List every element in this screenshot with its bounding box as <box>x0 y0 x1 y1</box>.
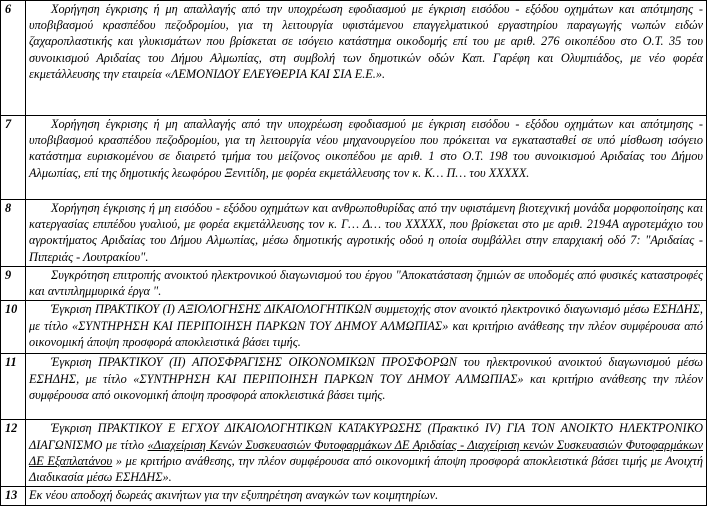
item-number: 7 <box>1 116 26 200</box>
item-text-paragraph: Συγκρότηση επιτροπής ανοικτού ηλεκτρονικού διαγωνισμού του έργου "Αποκατάσταση ζημιών σε υποδομές από φυσικές καταστροφές και αντιπλημμυρικά έργα ". <box>29 268 703 299</box>
item-text <box>26 487 707 505</box>
agenda-row-9 <box>1 267 707 301</box>
item-number: 10 <box>1 301 26 354</box>
item-text-paragraph: Εκ νέου αποδοχή δωρεάς ακινήτων για την εξυπηρέτηση αναγκών των κοιμητηρίων. <box>29 488 439 503</box>
agenda-row-11 <box>1 354 707 420</box>
item-number: 6 <box>1 1 26 116</box>
item-number: 13 <box>1 487 26 505</box>
item-text <box>26 301 707 354</box>
item-text-paragraph: Χορήγηση έγκρισης ή μη εισόδου - εξόδου οχημάτων και ανθρωποθυρίδας από την υφιστάμενη βιοτεχνική μονάδα μορφοποίησης και κατεργασίας επιπέδου γυαλιού, με φορέα εκμετάλλευσης τον κ. Γ… Δ… του ΧΧΧΧΧ, που βρίσκεται στο με αριθ. 2194Α αγροτεμάχιο του αγροκτήματος Αριδαίας του Δήμου Αλμωπίας, μέσω δημοτικής αγροτικής οδού η οποία συμβάλλει στην επαρχιακή οδό 7: "Αριδαίας - Πιπεριάς - Λουτρακίου". <box>29 201 703 264</box>
item-number: 8 <box>1 200 26 267</box>
tender-title-underlined: «Διαχείριση Κενών Συσκευασιών Φυτοφαρμάκων ΔΕ Αριδαίας - Διαχείριση κενών Συσκευασιών Φυτοφαρμάκων ΔΕ Εξαπλατάνου <box>29 437 704 468</box>
item-text <box>26 267 707 301</box>
item-text <box>26 200 707 267</box>
item-text-paragraph: Έγκριση ΠΡΑΚΤΙΚΟΥ (ΙΙ) ΑΠΟΣΦΡΑΓΙΣΗΣ ΟΙΚΟΝΟΜΙΚΩΝ ΠΡΟΣΦΟΡΩΝ του ηλεκτρονικού ανοικτού διαγωνισμού μέσω ΕΣΗΔΗΣ, με τίτλο «ΣΥΝΤΗΡΗΣΗ ΚΑΙ ΠΕΡΙΠΟΙΗΣΗ ΠΑΡΚΩΝ ΤΟΥ ΔΗΜΟΥ ΑΛΜΩΠΙΑΣ» και κριτήριο ανάθεσης την πλέον συμφέρουσα από οικονομική άποψη προσφορά αποκλειστικά βάσει τιμής. <box>29 355 703 402</box>
item-text-paragraph: Χορήγηση έγκρισης ή μη απαλλαγής από την υποχρέωση εφοδιασμού με έγκριση εισόδου - εξόδου οχημάτων και απότμησης - υποβιβασμού κρασπέδου πεζοδρομίου, για τη λειτουργία νέου μηχανουργείου που πρόκειται να εγκατασταθεί σε υπό μίσθωση ισόγειο κατάστημα ευρισκομένου σε διαιρετό τμήμα του μείζονος οικοπέδου με αριθ. 1 στο Ο.Τ. 198 του συνοικισμού Αριδαίας του Δήμου Αλμωπίας, επί της δημοτικής λεωφόρου Ξενιτίδη, με φορέα εκμετάλλευσης τον κ. Κ… Π… του ΧΧΧΧΧ. <box>29 117 703 180</box>
agenda-row-6 <box>1 1 707 116</box>
agenda-row-8 <box>1 200 707 267</box>
agenda-row-10 <box>1 301 707 354</box>
item-text <box>26 420 707 487</box>
item-text-paragraph <box>29 420 703 485</box>
item-number: 11 <box>1 354 26 420</box>
item-text-paragraph: Έγκριση ΠΡΑΚΤΙΚΟΥ (Ι) ΑΞΙΟΛΟΓΗΣΗΣ ΔΙΚΑΙΟΛΟΓΗΤΙΚΩΝ συμμετοχής στον ανοικτό ηλεκτρονικό διαγωνισμό μέσω ΕΣΗΔΗΣ, με τίτλο «ΣΥΝΤΗΡΗΣΗ ΚΑΙ ΠΕΡΙΠΟΙΗΣΗ ΠΑΡΚΩΝ ΤΟΥ ΔΗΜΟΥ ΑΛΜΩΠΙΑΣ» και κριτήριο ανάθεσης την πλέον συμφέρουσα από οικονομική άποψη προσφορά αποκλειστικά βάσει τιμής. <box>29 302 703 349</box>
item-text <box>26 1 707 116</box>
item-text-paragraph: Χορήγηση έγκρισης ή μη απαλλαγής από την υποχρέωση εφοδιασμού με έγκριση εισόδου - εξόδου οχημάτων και απότμησης - υποβιβασμού κρασπέδου πεζοδρομίου, για τη λειτουργία υφιστάμενου επαγγελματικού εργαστηρίου παραγωγής νωπών ειδών ζαχαροπλαστικής και γλυκισμάτων που βρίσκεται σε ισόγειο κατάστημα οικοδομής επί του με αριθ. 276 οικοπέδου στο Ο.Τ. 35 του συνοικισμού Αριδαίας του Δήμου Αλμωπίας, στη συμβολή των δημοτικών οδών Καπ. Γαρέφη και Ολυμπιάδος, με νέο φορέα εκμετάλλευσης την εταιρεία «ΛΕΜΟΝΙΔΟΥ ΕΛΕΥΘΕΡΙΑ ΚΑΙ ΣΙΑ Ε.Ε.». <box>29 2 703 81</box>
item-text-end: » με κριτήριο ανάθεσης, την πλέον συμφέρουσα από οικονομική άποψη προσφορά αποκλειστικά βάσει τιμής με Ανοιχτή Διαδικασία μέσω ΕΣΗΔΗΣ». <box>29 453 703 485</box>
item-text-start: Έγκριση ΠΡΑΚΤΙΚΟΥ Ε ΕΓΧΟΥ ΔΙΚΑΙΟΛΟΓΗΤΙΚΩΝ ΚΑΤΑΚΥΡΩΣΗΣ (Πρακτικό IV) ΓΙΑ ΤΟΝ ΑΝΟΙΚΤΟ ΗΛΕΚΤΡΟΝΙΚΟ ΔΙΑΓΩΝΙΣΜΟ με τίτλο <box>29 421 703 452</box>
item-number: 9 <box>1 267 26 301</box>
agenda-row-13 <box>1 487 707 505</box>
agenda-row-12 <box>1 420 707 487</box>
item-text <box>26 116 707 200</box>
agenda-row-7 <box>1 116 707 200</box>
item-number: 12 <box>1 420 26 487</box>
item-text <box>26 354 707 420</box>
